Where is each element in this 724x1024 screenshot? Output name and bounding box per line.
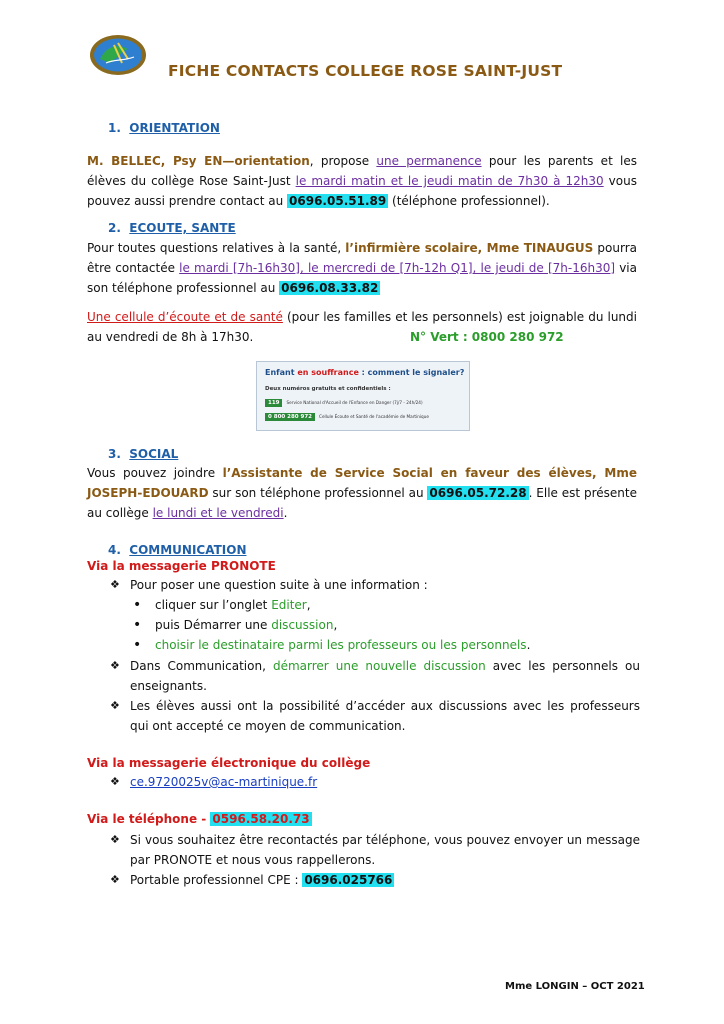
section-number: 3. xyxy=(108,447,121,461)
list-item xyxy=(110,870,640,890)
list-item xyxy=(133,635,633,655)
text: Pour poser une question suite à une information : xyxy=(130,578,428,592)
cpe-phone: 0696.025766 xyxy=(304,873,393,887)
section-number: 2. xyxy=(108,221,121,235)
text: cliquer sur l’onglet xyxy=(155,598,272,612)
poster-heading xyxy=(265,368,464,377)
nurse-schedule-link: le mardi [7h-16h30], le mercredi de [7h-12h Q1], le jeudi de [7h-16h30] xyxy=(179,261,616,275)
text: , xyxy=(333,618,338,632)
orientation-phone: 0696.05.51.89 xyxy=(289,194,387,208)
section-title: COMMUNICATION xyxy=(129,543,247,557)
college-logo-icon xyxy=(88,33,148,77)
social-phone: 0696.05.72.28 xyxy=(429,486,527,500)
section-heading-orientation xyxy=(108,121,220,135)
social-paragraph xyxy=(87,463,637,523)
list-item xyxy=(133,615,633,635)
text: Enfant xyxy=(265,368,298,377)
diamond-bullet-icon: ❖ xyxy=(110,659,120,672)
text: choisir le destinataire parmi les professeurs ou les personnels xyxy=(155,638,527,652)
text: : comment le signaler? xyxy=(358,368,465,377)
poster-number-119: 119 xyxy=(265,399,282,407)
diamond-bullet-icon: ❖ xyxy=(110,873,120,886)
section-heading-social xyxy=(108,447,178,461)
poster-subheading: Deux numéros gratuits et confidentiels : xyxy=(265,386,391,392)
text: vous pouvez aussi prendre contact au xyxy=(87,174,637,208)
via-phone-heading xyxy=(87,812,312,826)
text: discussion xyxy=(271,618,334,632)
text: . xyxy=(526,638,531,652)
orientation-paragraph xyxy=(87,151,637,211)
dot-bullet-icon: • xyxy=(133,597,142,613)
section-title: ORIENTATION xyxy=(129,121,220,135)
permanence-link: une permanence xyxy=(376,154,482,168)
poster-row-119 xyxy=(265,398,423,407)
numero-vert-text: N° Vert : 0800 280 972 xyxy=(410,330,564,344)
child-abuse-poster-image xyxy=(256,361,470,431)
nurse-phone: 0696.08.33.82 xyxy=(281,281,379,295)
text: Portable professionnel CPE : xyxy=(130,873,303,887)
diamond-bullet-icon: ❖ xyxy=(110,775,120,788)
section-heading-sante xyxy=(108,221,236,235)
section-number: 4. xyxy=(108,543,121,557)
dot-bullet-icon: • xyxy=(133,637,142,653)
via-email-heading: Via la messagerie électronique du collège xyxy=(87,756,371,770)
diamond-bullet-icon: ❖ xyxy=(110,578,120,591)
text: Service National d'Accueil de l'Enfance en Danger (7j/7 - 24h/24) xyxy=(286,400,423,405)
text: Via le téléphone - xyxy=(87,812,211,826)
sante-paragraph xyxy=(87,238,637,298)
text: Les élèves aussi ont la possibilité d’accéder aux discussions avec les professeurs qui ont accepté ce moyen de communication. xyxy=(130,699,640,733)
text: en souffrance xyxy=(297,368,359,377)
text: , propose xyxy=(309,154,377,168)
via-pronote-heading: Via la messagerie PRONOTE xyxy=(87,559,276,573)
section-heading-communication xyxy=(108,543,246,557)
text: . Elle est présente au collège xyxy=(87,486,637,520)
text: pourra être contactée xyxy=(87,241,637,275)
schedule-link: le mardi matin et le jeudi matin de 7h30 à 12h30 xyxy=(295,174,604,188)
diamond-bullet-icon: ❖ xyxy=(110,699,120,712)
text: sur son téléphone professionnel au xyxy=(208,486,428,500)
dot-bullet-icon: • xyxy=(133,617,142,633)
text: Pour toutes questions relatives à la santé, xyxy=(87,241,346,255)
list-item xyxy=(110,575,640,595)
text: . xyxy=(283,506,288,520)
nurse-name: l’infirmière scolaire, Mme TINAUGUS xyxy=(345,241,594,255)
section-number: 1. xyxy=(108,121,121,135)
text: Editer xyxy=(271,598,307,612)
cellule-link: Une cellule d’écoute et de santé xyxy=(87,310,283,324)
list-item xyxy=(110,830,640,870)
text: Cellule Écoute et Santé de l'académie de Martinique xyxy=(319,414,429,419)
poster-number-vert: 0 800 280 972 xyxy=(265,413,315,421)
text: démarrer une nouvelle discussion xyxy=(272,659,486,673)
list-item xyxy=(110,656,640,696)
orientation-contact-name: M. BELLEC, Psy EN—orientation xyxy=(87,154,310,168)
social-days-link: le lundi et le vendredi xyxy=(152,506,284,520)
page-title: FICHE CONTACTS COLLEGE ROSE SAINT-JUST xyxy=(168,62,563,80)
text: (téléphone professionnel). xyxy=(388,194,550,208)
section-title: ECOUTE, SANTE xyxy=(129,221,236,235)
text: (pour les familles et les personnels) est joignable du lundi au vendredi de 8h à 17h30. xyxy=(87,310,637,344)
poster-row-numero-vert xyxy=(265,412,429,421)
text: via son téléphone professionnel au xyxy=(87,261,637,295)
numero-vert xyxy=(410,327,564,347)
text: Vous pouvez joindre xyxy=(87,466,223,480)
text: pour les parents et les élèves du collège Rose Saint-Just xyxy=(87,154,638,188)
footer-author: Mme LONGIN – OCT 2021 xyxy=(505,981,645,992)
social-worker-name: l’Assistante de Service Social en faveur des élèves, Mme JOSEPH-EDOUARD xyxy=(87,466,637,500)
diamond-bullet-icon: ❖ xyxy=(110,833,120,846)
text: Dans Communication, xyxy=(130,659,273,673)
section-title: SOCIAL xyxy=(129,447,179,461)
text: Si vous souhaitez être recontactés par téléphone, vous pouvez envoyer un message par PRONOTE et nous vous rappellerons. xyxy=(130,833,640,867)
college-phone: 0596.58.20.73 xyxy=(212,812,310,826)
text: avec les personnels ou enseignants. xyxy=(130,659,640,693)
text: , xyxy=(306,598,311,612)
list-item xyxy=(133,595,633,615)
email-link[interactable]: ce.9720025v@ac-martinique.fr xyxy=(130,775,318,789)
text: puis Démarrer une xyxy=(155,618,272,632)
list-item xyxy=(110,696,640,736)
list-item xyxy=(110,772,640,792)
